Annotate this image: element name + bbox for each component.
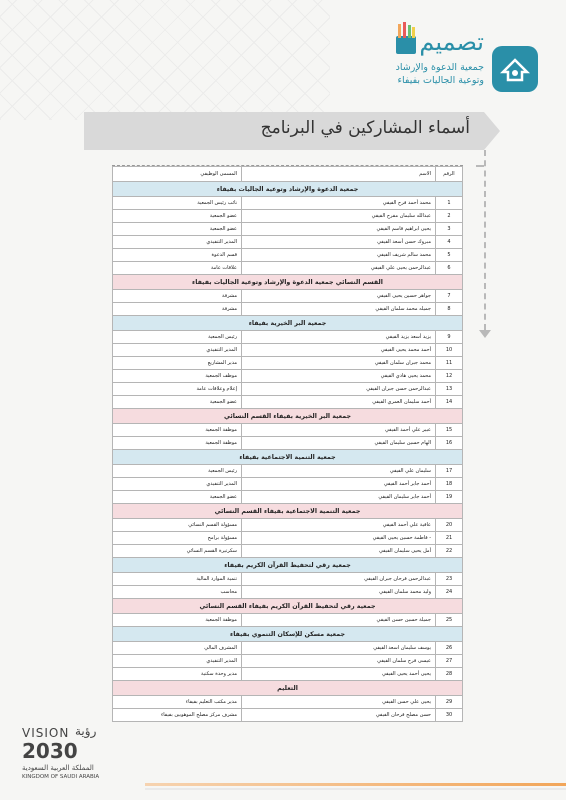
cell-role: مشرف مركز مصلح الموهوبين بفيفاء bbox=[113, 709, 242, 722]
section-header-row bbox=[113, 409, 463, 424]
table-row bbox=[113, 331, 463, 344]
section-header-row bbox=[113, 681, 463, 696]
cell-name: يزيد أسعد يزيد الفيفي bbox=[242, 331, 436, 344]
footer-accent-bar-light bbox=[145, 788, 566, 790]
table-row bbox=[113, 642, 463, 655]
cell-role: تنمية الموارد المالية bbox=[113, 573, 242, 586]
table-row bbox=[113, 668, 463, 681]
cell-name: يحيى أحمد يحيى الفيفي bbox=[242, 668, 436, 681]
table-row bbox=[113, 370, 463, 383]
org-name-line1: جمعية الدعوة والإرشاد bbox=[395, 62, 484, 73]
cell-name: مبروك حسن أسعد الفيفي bbox=[242, 236, 436, 249]
kingdom-name-ar: المملكة العربية السعودية bbox=[22, 764, 94, 772]
section-title: التعليم bbox=[113, 681, 463, 696]
cell-name: أحمد محمد يحيى الفيفي bbox=[242, 344, 436, 357]
cell-num: 26 bbox=[436, 642, 463, 655]
cell-num: 10 bbox=[436, 344, 463, 357]
cell-num: 9 bbox=[436, 331, 463, 344]
table-row bbox=[113, 383, 463, 396]
cell-num: 28 bbox=[436, 668, 463, 681]
section-title: القسم النسائي جمعية الدعوة والإرشاد وتوعية الجاليات بفيفاء bbox=[113, 275, 463, 290]
cell-num: 19 bbox=[436, 491, 463, 504]
cell-name: عيسى فرح سلمان الفيفي bbox=[242, 655, 436, 668]
table-row bbox=[113, 344, 463, 357]
section-title: جمعية الدعوة والإرشاد وتوعية الجاليات بفيفاء bbox=[113, 182, 463, 197]
cell-role: المدير التنفيذي bbox=[113, 344, 242, 357]
section-title: جمعية البر الخيرية بفيفاء القسم النسائي bbox=[113, 409, 463, 424]
cell-role: علاقات عامة bbox=[113, 262, 242, 275]
cell-role: إعلام وعلاقات عامة bbox=[113, 383, 242, 396]
cell-name: أمل يحيى سليمان الفيفي bbox=[242, 545, 436, 558]
table-row bbox=[113, 197, 463, 210]
cell-name: محمد سالم شريف الفيفي bbox=[242, 249, 436, 262]
table-row bbox=[113, 290, 463, 303]
arrow-down-icon bbox=[479, 330, 491, 338]
cell-num: 15 bbox=[436, 424, 463, 437]
section-header-row bbox=[113, 558, 463, 573]
table-row bbox=[113, 586, 463, 599]
cell-num: 18 bbox=[436, 478, 463, 491]
cell-role: مدير مكتب التعليم بفيفاء bbox=[113, 696, 242, 709]
vision-ar: رؤية bbox=[75, 724, 97, 738]
cell-role: موظفة الجمعية bbox=[113, 437, 242, 450]
section-title: جمعية رقي لتحفيظ القرآن الكريم بفيفاء bbox=[113, 558, 463, 573]
cell-role: عضو الجمعية bbox=[113, 491, 242, 504]
cell-role: المشرف المالي bbox=[113, 642, 242, 655]
column-header-name: الاسم bbox=[242, 167, 436, 182]
cell-num: 16 bbox=[436, 437, 463, 450]
section-header-row bbox=[113, 182, 463, 197]
cell-role: عضو الجمعية bbox=[113, 210, 242, 223]
cell-role: المدير التنفيذي bbox=[113, 236, 242, 249]
cell-role: المدير التنفيذي bbox=[113, 478, 242, 491]
cell-num: 2 bbox=[436, 210, 463, 223]
cell-num: 13 bbox=[436, 383, 463, 396]
table-row bbox=[113, 573, 463, 586]
table-row bbox=[113, 223, 463, 236]
cell-role: مسؤولة القسم النسائي bbox=[113, 519, 242, 532]
section-header-row bbox=[113, 275, 463, 290]
cell-num: 22 bbox=[436, 545, 463, 558]
cell-role: سكرتيرة القسم النسائي bbox=[113, 545, 242, 558]
cell-name: محمد يحيى هادي الفيفي bbox=[242, 370, 436, 383]
title-arrow bbox=[484, 112, 500, 150]
org-emblem-icon bbox=[492, 46, 538, 92]
participants-table-grid bbox=[112, 166, 463, 722]
cell-name: عبدالله سليمان مفرح الفيفي bbox=[242, 210, 436, 223]
cell-role: موظفة الجمعية bbox=[113, 614, 242, 627]
participants-table bbox=[112, 165, 463, 722]
cell-name: وليد محمد سلمان الفيفي bbox=[242, 586, 436, 599]
cell-num: 6 bbox=[436, 262, 463, 275]
cell-num: 12 bbox=[436, 370, 463, 383]
cell-name: محمد جبران سلمان الفيفي bbox=[242, 357, 436, 370]
column-header-num: الرقم bbox=[436, 167, 463, 182]
cell-num: 30 bbox=[436, 709, 463, 722]
section-title: جمعية مسكن للإسكان التنموي بفيفاء bbox=[113, 627, 463, 642]
cell-num: 11 bbox=[436, 357, 463, 370]
table-row bbox=[113, 545, 463, 558]
cell-role: عضو الجمعية bbox=[113, 396, 242, 409]
table-row bbox=[113, 424, 463, 437]
cell-role: عضو الجمعية bbox=[113, 223, 242, 236]
cell-num: 5 bbox=[436, 249, 463, 262]
dashed-guide-tick bbox=[476, 165, 484, 167]
table-header-row bbox=[113, 167, 463, 182]
org-name-line2: وتوعية الجاليات بفيفاء bbox=[397, 75, 484, 86]
cell-name: عبدالرحمن يحيى علي الفيفي bbox=[242, 262, 436, 275]
section-header-row bbox=[113, 450, 463, 465]
cell-num: 1 bbox=[436, 197, 463, 210]
table-row bbox=[113, 491, 463, 504]
section-header-row bbox=[113, 316, 463, 331]
section-title: جمعية البر الخيرية بفيفاء bbox=[113, 316, 463, 331]
cell-name: عافية علي أحمد الفيفي bbox=[242, 519, 436, 532]
cell-role: مدير وحدة سكنية bbox=[113, 668, 242, 681]
cell-num: 3 bbox=[436, 223, 463, 236]
cell-name: جميلة حسين حسن الفيفي bbox=[242, 614, 436, 627]
cell-name: سليمان علي الفيفي bbox=[242, 465, 436, 478]
table-row bbox=[113, 303, 463, 316]
cell-num: 21 bbox=[436, 532, 463, 545]
cell-name: الهام حسين سليمان الفيفي bbox=[242, 437, 436, 450]
cell-name: أحمد جابر سليمان الفيفي bbox=[242, 491, 436, 504]
column-header-role: المسمى الوظيفي bbox=[113, 167, 242, 182]
cell-num: 20 bbox=[436, 519, 463, 532]
cell-num: 24 bbox=[436, 586, 463, 599]
org-logo bbox=[362, 22, 542, 92]
cell-num: 17 bbox=[436, 465, 463, 478]
table-row bbox=[113, 210, 463, 223]
cell-role: مدير المشاريع bbox=[113, 357, 242, 370]
cell-name: عبير علي أحمد الفيفي bbox=[242, 424, 436, 437]
cell-num: 7 bbox=[436, 290, 463, 303]
table-row bbox=[113, 709, 463, 722]
footer-accent-bar bbox=[145, 783, 566, 786]
table-row bbox=[113, 437, 463, 450]
table-row bbox=[113, 262, 463, 275]
cell-role: رئيس الجمعية bbox=[113, 331, 242, 344]
section-header-row bbox=[113, 599, 463, 614]
brand-name: تصميم bbox=[419, 28, 484, 56]
cell-role: موظفة الجمعية bbox=[113, 424, 242, 437]
table-row bbox=[113, 236, 463, 249]
section-header-row bbox=[113, 504, 463, 519]
cell-role: نائب رئيس الجمعية bbox=[113, 197, 242, 210]
cell-name: يحيى ابراهيم قاسم الفيفي bbox=[242, 223, 436, 236]
table-row bbox=[113, 249, 463, 262]
dashed-guide-line bbox=[484, 150, 486, 330]
cell-num: 8 bbox=[436, 303, 463, 316]
table-row bbox=[113, 357, 463, 370]
cell-num: 29 bbox=[436, 696, 463, 709]
cell-name: - فاطمة حسين يحيى الفيفي bbox=[242, 532, 436, 545]
cell-role: محاسب bbox=[113, 586, 242, 599]
cell-name: عبدالرحمن حسن جبران الفيفي bbox=[242, 383, 436, 396]
cell-name: جواهر حسين يحيى الفيفي bbox=[242, 290, 436, 303]
cell-role: قسم الدعوة bbox=[113, 249, 242, 262]
cell-role: مسؤولة برامج bbox=[113, 532, 242, 545]
section-title: جمعية التنمية الاجتماعية بفيفاء القسم النسائي bbox=[113, 504, 463, 519]
cell-name: يوسف سليمان اسعد الفيفي bbox=[242, 642, 436, 655]
pencil-cup-icon bbox=[392, 22, 420, 56]
table-row bbox=[113, 655, 463, 668]
cell-name: أحمد سليمان العمري الفيفي bbox=[242, 396, 436, 409]
table-row bbox=[113, 519, 463, 532]
cell-num: 23 bbox=[436, 573, 463, 586]
table-row bbox=[113, 478, 463, 491]
section-title: جمعية التنمية الاجتماعية بفيفاء bbox=[113, 450, 463, 465]
table-row bbox=[113, 696, 463, 709]
vision-en: VISION bbox=[22, 726, 70, 740]
kingdom-name-en: KINGDOM OF SAUDI ARABIA bbox=[22, 774, 100, 780]
cell-role: رئيس الجمعية bbox=[113, 465, 242, 478]
cell-name: يحيى علي حسن الفيفي bbox=[242, 696, 436, 709]
cell-role: موظف الجمعية bbox=[113, 370, 242, 383]
header-pattern bbox=[0, 0, 330, 120]
cell-num: 14 bbox=[436, 396, 463, 409]
section-title: جمعية رقي لتحفيظ القرآن الكريم بفيفاء القسم النسائي bbox=[113, 599, 463, 614]
cell-name: أحمد جابر أحمد الفيفي bbox=[242, 478, 436, 491]
cell-num: 27 bbox=[436, 655, 463, 668]
vision-2030-logo bbox=[20, 726, 130, 786]
table-row bbox=[113, 532, 463, 545]
cell-role: مشرفة bbox=[113, 303, 242, 316]
table-row bbox=[113, 396, 463, 409]
section-header-row bbox=[113, 627, 463, 642]
cell-name: جميله محمد سلمان الفيفي bbox=[242, 303, 436, 316]
cell-name: عبدالرحمن فرحان جبران الفيفي bbox=[242, 573, 436, 586]
cell-num: 4 bbox=[436, 236, 463, 249]
page-title: أسماء المشاركين في البرنامج bbox=[260, 118, 470, 138]
cell-name: حسن مصلح فرحان الفيفي bbox=[242, 709, 436, 722]
table-row bbox=[113, 465, 463, 478]
cell-num: 25 bbox=[436, 614, 463, 627]
cell-role: مشرفة bbox=[113, 290, 242, 303]
vision-year: 2030 bbox=[22, 739, 78, 763]
table-row bbox=[113, 614, 463, 627]
cell-role: المدير التنفيذي bbox=[113, 655, 242, 668]
cell-name: محمد أحمد فرح الفيفي bbox=[242, 197, 436, 210]
